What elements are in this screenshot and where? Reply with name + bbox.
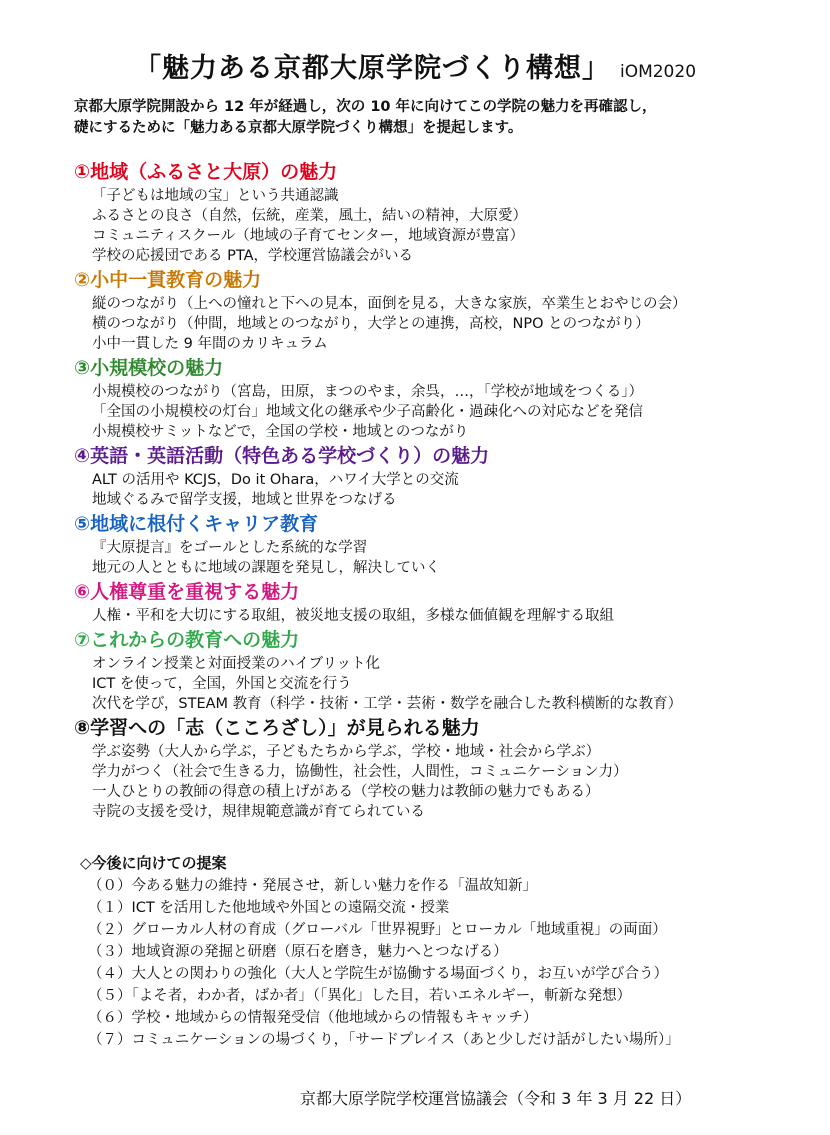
section-item: 学ぶ姿勢（大人から学ぶ，子どもたちから学ぶ，学校・地域・社会から学ぶ） (92, 744, 601, 760)
section-2 (74, 266, 774, 354)
section-item: 縦のつながり（上への憧れと下への見本，面倒を見る，大きな家族，卒業生とおやじの会） (92, 296, 687, 312)
section-3 (74, 354, 774, 442)
proposals (74, 851, 774, 1051)
section-item: 「子どもは地域の宝」という共通認識 (92, 188, 339, 204)
section-item: 寺院の支援を受け，規律規範意識が育てられている (92, 804, 425, 820)
title-tag: iOM2020 (619, 62, 697, 82)
section-item: 人権・平和を大切にする取組，被災地支援の取組，多様な価値観を理解する取組 (92, 608, 614, 624)
section-item: ICT を使って，全国，外国と交流を行う (92, 676, 352, 692)
section-heading: ②小中一貫教育の魅力 (74, 269, 262, 291)
proposal-item: （１）ICT を活用した他地域や外国との遠隔交流・授業 (88, 900, 450, 916)
section-item: 地域ぐるみで留学支援，地域と世界をつなげる (92, 492, 397, 508)
section-item: 小中一貫した 9 年間のカリキュラム (92, 336, 328, 352)
title-row (0, 46, 830, 85)
section-heading: ③小規模校の魅力 (74, 357, 224, 379)
proposal-item: （５）「よそ者，わか者，ばか者」（「異化」した目，若いエネルギー，斬新な発想） (88, 988, 632, 1004)
proposal-item: （４）大人との関わりの強化（大人と学院生が協働する場面づくり，お互いが学び合う） (88, 966, 668, 982)
section-heading: ⑦これからの教育への魅力 (74, 629, 300, 651)
section-heading: ④英語・英語活動（特色ある学校づくり）の魅力 (74, 445, 490, 467)
section-heading: ⑤地域に根付くキャリア教育 (74, 513, 319, 535)
section-item: 横のつながり（仲間，地域とのつながり，大学との連携，高校，NPO とのつながり） (92, 316, 650, 332)
section-item: 学校の応援団である PTA，学校運営協議会がいる (92, 248, 414, 264)
section-item: 地元の人とともに地域の課題を発見し，解決していく (92, 560, 440, 576)
section-4 (74, 442, 774, 510)
intro-paragraph (74, 97, 774, 139)
proposal-item: （０）今ある魅力の維持・発展させ，新しい魅力を作る「温故知新」 (88, 878, 538, 894)
sections (74, 158, 774, 822)
proposal-item: （７）コミュニケーションの場づくり，「サードプレイス（あと少しだけ話がしたい場所）」 (88, 1032, 680, 1048)
section-1 (74, 158, 774, 266)
section-item: オンライン授業と対面授業のハイブリット化 (92, 656, 380, 672)
section-8 (74, 714, 774, 822)
footer-signature: 京都大原学院学校運営協議会（令和 3 年 3 月 22 日） (300, 1089, 692, 1108)
section-heading: ⑥人権尊重を重視する魅力 (74, 581, 300, 603)
section-7 (74, 626, 774, 714)
section-item: ふるさとの良さ（自然，伝統，産業，風土，結いの精神，大原愛） (92, 208, 527, 224)
section-item: 学力がつく（社会で生きる力，協働性，社会性，人間性，コミュニケーション力） (92, 764, 628, 780)
section-item: 次代を学び，STEAM 教育（科学・技術・工学・芸術・数学を融合した教科横断的な教育） (92, 696, 683, 712)
proposal-item: （３）地域資源の発掘と研磨（原石を磨き，魅力へとつなげる） (88, 944, 508, 960)
section-item: 『大原提言』をゴールとした系統的な学習 (92, 540, 368, 556)
section-5 (74, 510, 774, 578)
proposal-item: （２）グローカル人材の育成（グローバル「世界視野」とローカル「地域重視」の両面） (88, 922, 667, 938)
intro-line: 礎にするために「魅力ある京都大原学院づくり構想」を提起します。 (74, 120, 523, 136)
section-6 (74, 578, 774, 626)
section-item: コミュニティスクール（地域の子育てセンター，地域資源が豊富） (92, 228, 525, 244)
section-item: 小規模校サミットなどで，全国の学校・地域とのつながり (92, 424, 469, 440)
section-heading: ⑧学習への「志（こころざし）」が見られる魅力 (74, 717, 480, 739)
proposals-heading: ◇今後に向けての提案 (80, 854, 227, 872)
intro-line: 京都大原学院開設から 12 年が経過し，次の 10 年に向けてこの学院の魅力を再確認し， (74, 99, 657, 115)
page-title: 「魅力ある京都大原学院づくり構想」 (133, 53, 610, 84)
section-item: 「全国の小規模校の灯台」地域文化の継承や少子高齢化・過疎化への対応などを発信 (92, 404, 643, 420)
section-item: 一人ひとりの教師の得意の積上げがある（学校の魅力は教師の魅力でもある） (92, 784, 600, 800)
section-item: ALT の活用や KCJS，Do it Ohara，ハワイ大学との交流 (92, 472, 459, 488)
proposal-item: （６）学校・地域からの情報発受信（他地域からの情報もキャッチ） (88, 1010, 538, 1026)
section-item: 小規模校のつながり（宮島，田原，まつのやま，余呉，…，「学校が地域をつくる」） (92, 384, 643, 400)
section-heading: ①地域（ふるさと大原）の魅力 (74, 161, 338, 183)
